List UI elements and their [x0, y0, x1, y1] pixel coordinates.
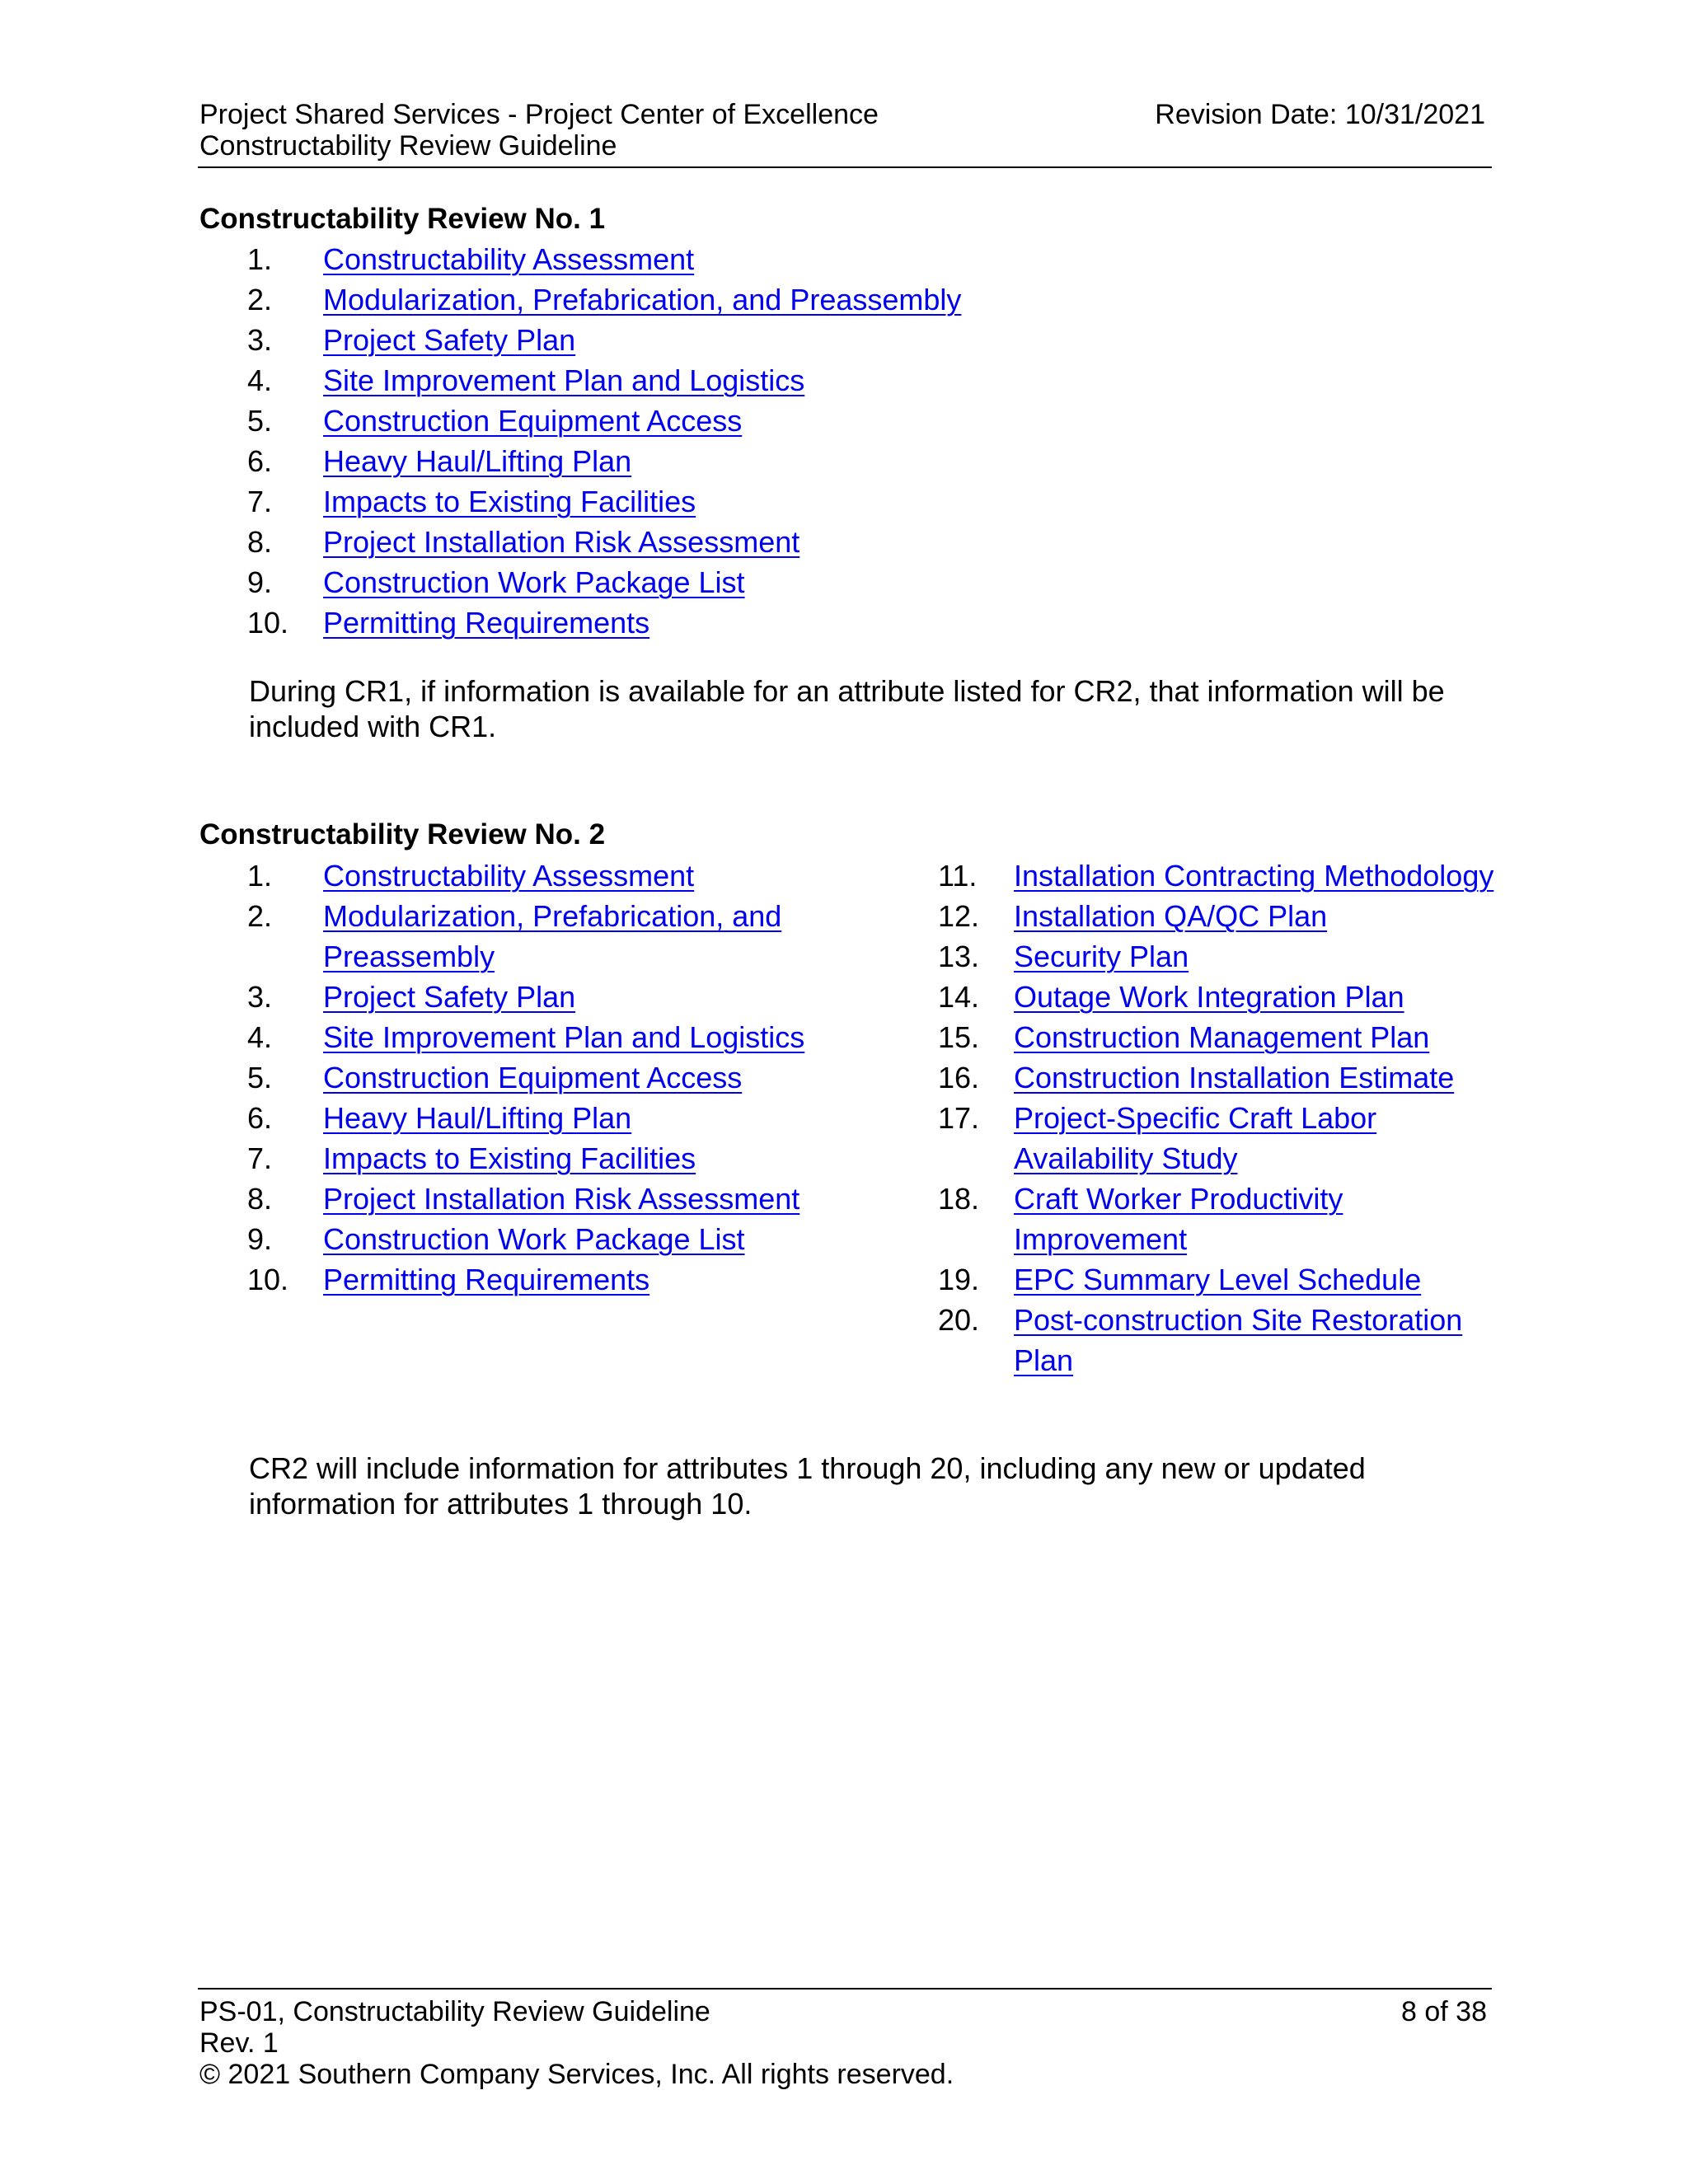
list-item-number: 6.	[247, 1101, 273, 1135]
list-item-link[interactable]: Outage Work Integration Plan	[1014, 980, 1404, 1014]
list-item-link[interactable]: Project Safety Plan	[323, 323, 576, 357]
list-item-link[interactable]: Heavy Haul/Lifting Plan	[323, 444, 632, 478]
list-item-number: 13.	[938, 940, 980, 973]
list-item-number: 17.	[938, 1101, 980, 1135]
cr2-list-right	[938, 855, 1498, 1380]
list-item	[247, 855, 841, 896]
list-item	[247, 1017, 841, 1057]
list-item-number: 8.	[247, 1182, 273, 1216]
header-title: Project Shared Services - Project Center of Excellence	[199, 99, 879, 130]
list-item-link[interactable]: EPC Summary Level Schedule	[1014, 1263, 1422, 1296]
list-item-link[interactable]: Permitting Requirements	[323, 1263, 650, 1296]
list-item-link[interactable]: Impacts to Existing Facilities	[323, 485, 696, 518]
list-item-link[interactable]: Site Improvement Plan and Logistics	[323, 363, 805, 397]
page-header	[198, 97, 1492, 168]
list-item-link[interactable]: Constructability Assessment	[323, 859, 695, 893]
list-item	[938, 896, 1498, 936]
list-item-link[interactable]: Project Installation Risk Assessment	[323, 1182, 800, 1216]
list-item-link[interactable]: Post-construction Site Restoration Plan	[1014, 1303, 1463, 1377]
list-item	[247, 441, 1484, 481]
list-item-link[interactable]: Constructability Assessment	[323, 242, 695, 276]
list-item-link[interactable]: Modularization, Prefabrication, and Preassembly	[323, 899, 782, 973]
footer-doc-id: PS-01, Constructability Review Guideline	[199, 1996, 710, 2027]
list-item-link[interactable]: Impacts to Existing Facilities	[323, 1141, 696, 1175]
list-item-number: 8.	[247, 525, 273, 559]
list-item-number: 5.	[247, 1061, 273, 1094]
list-item-link[interactable]: Construction Management Plan	[1014, 1020, 1430, 1054]
list-item-number: 4.	[247, 363, 273, 397]
list-item	[247, 481, 1484, 522]
list-item	[938, 936, 1498, 977]
list-item-number: 18.	[938, 1182, 980, 1216]
cr2-note: CR2 will include information for attributes 1 through 20, including any new or updated information for attributes 1 through 10.	[249, 1451, 1366, 1521]
page-number: 8 of 38	[1401, 1996, 1487, 2027]
list-item-number: 12.	[938, 899, 980, 933]
list-item	[938, 977, 1498, 1017]
list-item-number: 15.	[938, 1020, 980, 1054]
list-item-number: 14.	[938, 980, 980, 1014]
list-item	[247, 239, 1484, 279]
list-item-number: 20.	[938, 1303, 980, 1337]
list-item-number: 1.	[247, 242, 273, 276]
list-item	[938, 1259, 1498, 1300]
list-item-number: 6.	[247, 444, 273, 478]
list-item	[938, 1017, 1498, 1057]
list-item-link[interactable]: Construction Equipment Access	[323, 404, 743, 438]
list-item-number: 3.	[247, 980, 273, 1014]
cr2-list-left	[247, 855, 841, 1300]
footer-copyright: © 2021 Southern Company Services, Inc. All rights reserved.	[199, 2059, 954, 2090]
list-item	[938, 1179, 1498, 1259]
list-item-link[interactable]: Construction Equipment Access	[323, 1061, 743, 1094]
list-item-link[interactable]: Modularization, Prefabrication, and Preassembly	[323, 283, 962, 316]
list-item-number: 1.	[247, 859, 273, 893]
list-item	[247, 562, 1484, 602]
list-item-number: 7.	[247, 1141, 273, 1175]
list-item	[247, 1098, 841, 1138]
list-item-link[interactable]: Construction Work Package List	[323, 565, 745, 599]
list-item-number: 5.	[247, 404, 273, 438]
list-item	[247, 360, 1484, 401]
list-item-link[interactable]: Installation Contracting Methodology	[1014, 859, 1494, 893]
list-item-number: 16.	[938, 1061, 980, 1094]
page-footer	[198, 1988, 1492, 2090]
list-item	[938, 1098, 1498, 1179]
list-item-link[interactable]: Security Plan	[1014, 940, 1189, 973]
list-item-number: 3.	[247, 323, 273, 357]
list-item-number: 2.	[247, 283, 273, 316]
list-item	[247, 1138, 841, 1179]
list-item	[938, 1057, 1498, 1098]
list-item	[247, 522, 1484, 562]
list-item	[247, 320, 1484, 360]
list-item	[247, 401, 1484, 441]
list-item-link[interactable]: Site Improvement Plan and Logistics	[323, 1020, 805, 1054]
cr2-title: Constructability Review No. 2	[199, 818, 606, 851]
cr1-list	[247, 239, 1484, 643]
list-item-link[interactable]: Project Safety Plan	[323, 980, 576, 1014]
cr1-note: During CR1, if information is available for an attribute listed for CR2, that information will be included with CR1.	[249, 674, 1445, 743]
header-subtitle: Constructability Review Guideline	[199, 130, 617, 162]
list-item-number: 7.	[247, 485, 273, 518]
list-item-number: 10.	[247, 1263, 289, 1296]
list-item	[247, 1057, 841, 1098]
list-item-link[interactable]: Project Installation Risk Assessment	[323, 525, 800, 559]
list-item	[247, 602, 1484, 643]
list-item-link[interactable]: Craft Worker Productivity Improvement	[1014, 1182, 1343, 1256]
list-item-link[interactable]: Construction Work Package List	[323, 1222, 745, 1256]
list-item-number: 19.	[938, 1263, 980, 1296]
list-item-number: 2.	[247, 899, 273, 933]
list-item-link[interactable]: Permitting Requirements	[323, 606, 650, 640]
revision-date: Revision Date: 10/31/2021	[1155, 99, 1485, 130]
list-item	[938, 855, 1498, 896]
list-item-link[interactable]: Heavy Haul/Lifting Plan	[323, 1101, 632, 1135]
list-item-link[interactable]: Installation QA/QC Plan	[1014, 899, 1328, 933]
list-item-number: 10.	[247, 606, 289, 640]
list-item-link[interactable]: Construction Installation Estimate	[1014, 1061, 1455, 1094]
list-item	[938, 1300, 1498, 1380]
list-item	[247, 1259, 841, 1300]
list-item-number: 9.	[247, 1222, 273, 1256]
list-item	[247, 1219, 841, 1259]
list-item-number: 9.	[247, 565, 273, 599]
list-item	[247, 896, 841, 977]
list-item	[247, 279, 1484, 320]
list-item-link[interactable]: Project-Specific Craft Labor Availability Study	[1014, 1101, 1377, 1175]
list-item-number: 11.	[938, 859, 978, 893]
cr1-title: Constructability Review No. 1	[199, 203, 606, 235]
list-item	[247, 977, 841, 1017]
footer-revision: Rev. 1	[199, 2027, 279, 2059]
list-item-number: 4.	[247, 1020, 273, 1054]
list-item	[247, 1179, 841, 1219]
